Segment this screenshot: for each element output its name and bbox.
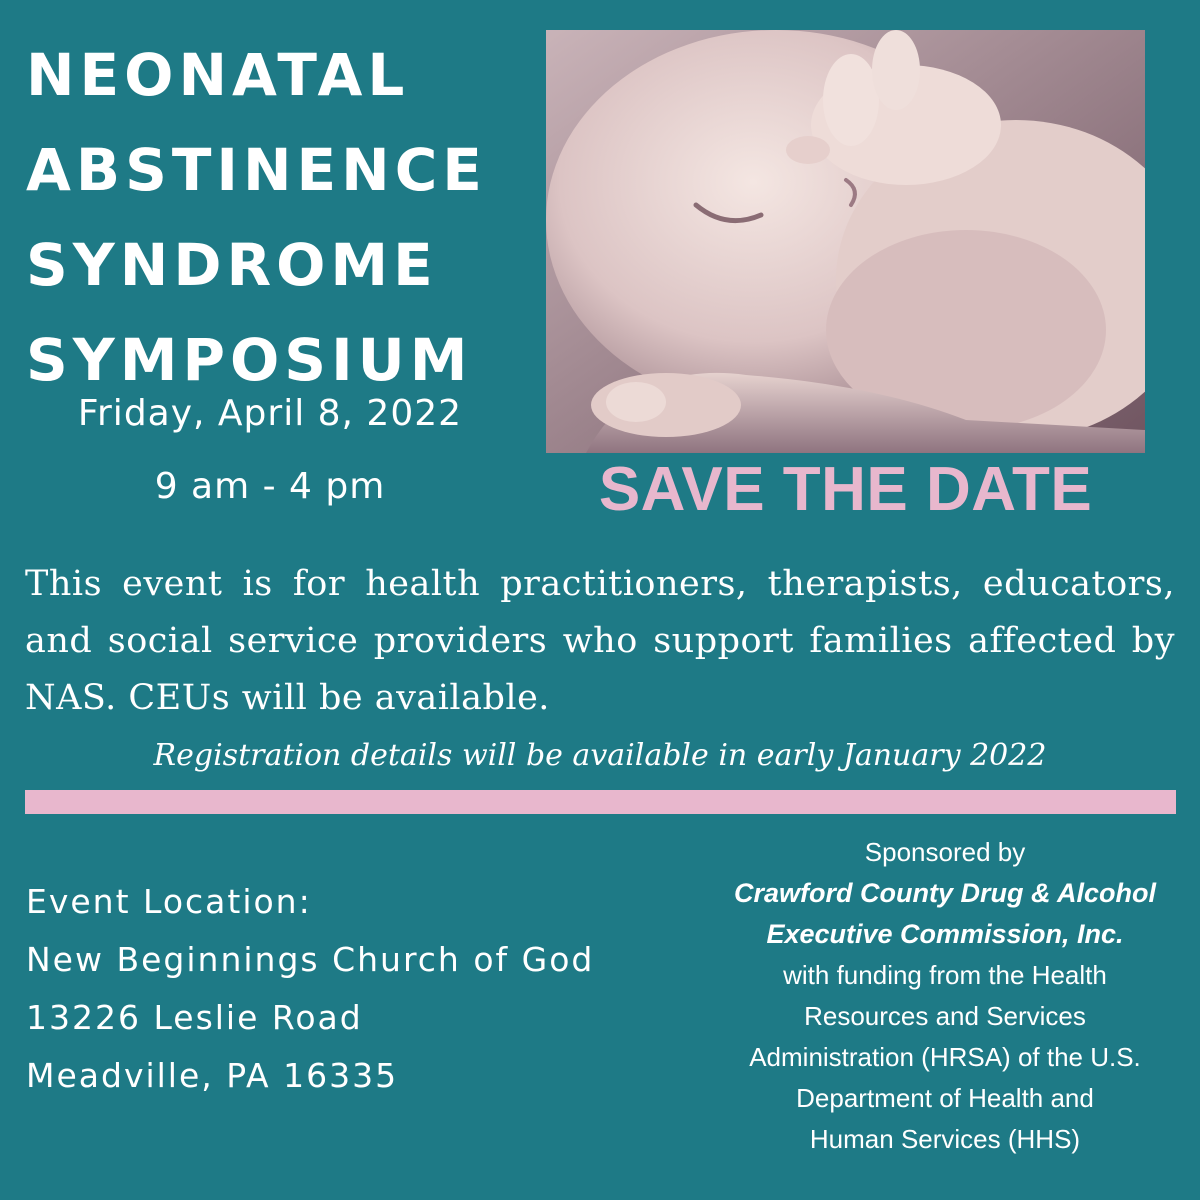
sponsor-org-line-2: Executive Commission, Inc. — [766, 919, 1124, 949]
funding-line-1: with funding from the Health — [783, 960, 1107, 990]
title-line-2: ABSTINENCE — [26, 136, 487, 204]
sponsor-block — [705, 832, 1185, 1160]
symposium-title — [26, 28, 487, 408]
event-date: Friday, April 8, 2022 — [77, 393, 463, 434]
sponsor-org-line-1: Crawford County Drug & Alcohol — [734, 878, 1156, 908]
event-description: This event is for health practitioners, therapists, educators, and social service providers who support families affected by NAS. CEUs will be available. — [25, 564, 1175, 718]
funding-line-2: Resources and Services — [804, 1001, 1086, 1031]
title-line-4: SYMPOSIUM — [26, 326, 473, 394]
event-location — [26, 873, 594, 1105]
event-time: 9 am - 4 pm — [154, 466, 386, 507]
funding-line-4: Department of Health and — [796, 1083, 1094, 1113]
funding-line-3: Administration (HRSA) of the U.S. — [749, 1042, 1141, 1072]
location-street: 13226 Leslie Road — [26, 998, 363, 1037]
save-the-date-heading: SAVE THE DATE — [598, 455, 1093, 524]
location-heading: Event Location: — [26, 882, 312, 921]
location-city: Meadville, PA 16335 — [26, 1056, 399, 1095]
pink-divider — [25, 790, 1176, 814]
sleeping-newborn-photo — [546, 30, 1145, 453]
funding-line-5: Human Services (HHS) — [809, 1124, 1081, 1154]
registration-note: Registration details will be available in early January 2022 — [153, 738, 1047, 773]
sponsor-intro: Sponsored by — [864, 837, 1026, 867]
location-venue: New Beginnings Church of God — [26, 940, 595, 979]
title-line-3: SYNDROME — [26, 231, 438, 299]
title-line-1: NEONATAL — [26, 41, 410, 109]
